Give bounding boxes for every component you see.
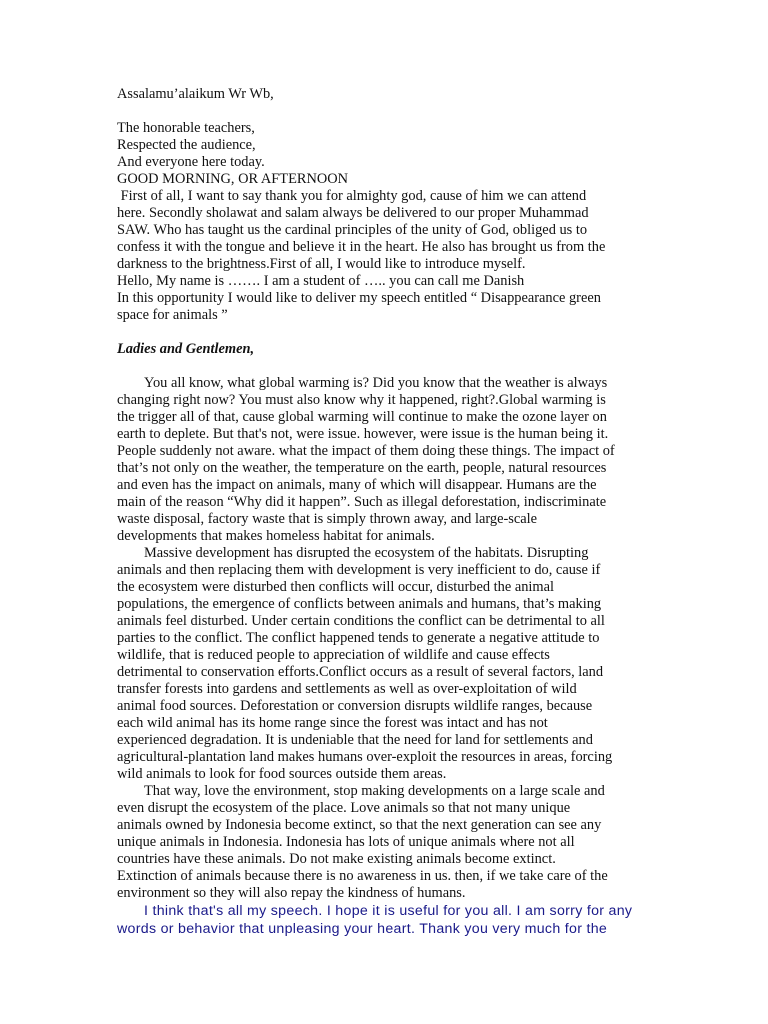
text-line: populations, the emergence of conflicts between animals and humans, that’s making: [117, 596, 602, 612]
text-line: In this opportunity I would like to deliver my speech entitled “ Disappearance green: [117, 290, 601, 306]
body-paragraph-3: [117, 783, 647, 902]
text-line: Extinction of animals because there is no awareness in us. then, if we take care of the: [117, 868, 608, 884]
text-line: animals owned by Indonesia become extinct, so that the next generation can see any: [117, 817, 602, 833]
text-line: each wild animal has its home range since the forest was intact and has not: [117, 715, 548, 731]
text-line: confess it with the tongue and believe it in the heart. He also has brought us from the: [117, 239, 606, 255]
text-line: unique animals in Indonesia. Indonesia has lots of unique animals where not all: [117, 834, 575, 850]
text-line: changing right now? You must also know why it happened, right?.Global warming is: [117, 392, 606, 408]
text-line: wildlife, that is reduced people to appreciation of wildlife and cause effects: [117, 647, 550, 663]
text-line: and even has the impact on animals, many of which will disappear. Humans are the: [117, 477, 597, 493]
address-line: And everyone here today.: [117, 154, 265, 170]
text-line: You all know, what global warming is? Did you know that the weather is always: [144, 375, 608, 391]
text-line: agricultural-plantation land makes humans over-exploit the resources in areas, forcing: [117, 749, 613, 765]
text-line: animals and then replacing them with development is very inefficient to do, cause if: [117, 562, 601, 578]
text-line: words or behavior that unpleasing your heart. Thank you very much for the: [117, 921, 608, 937]
text-line: earth to deplete. But that's not, were issue. however, were issue is the human being it.: [117, 426, 609, 442]
text-line: that’s not only on the weather, the temperature on the earth, people, natural resources: [117, 460, 607, 476]
body-paragraph-1: [117, 375, 647, 545]
text-line: developments that makes homeless habitat for animals.: [117, 528, 435, 544]
text-line: countries have these animals. Do not make existing animals become extinct.: [117, 851, 556, 867]
text-line: the trigger all of that, cause global warming will continue to make the ozone layer on: [117, 409, 607, 425]
text-line: the ecosystem were disturbed then conflicts will occur, disturbed the animal: [117, 579, 555, 595]
text-line: space for animals ”: [117, 307, 228, 323]
address-line: Respected the audience,: [117, 137, 256, 153]
text-line: even disrupt the ecosystem of the place. Love animals so that not many unique: [117, 800, 571, 816]
text-line: experienced degradation. It is undeniable that the need for land for settlements and: [117, 732, 593, 748]
text-line: wild animals to look for food sources outside them areas.: [117, 766, 447, 782]
address-line: GOOD MORNING, OR AFTERNOON: [117, 171, 349, 187]
text-line: First of all, I want to say thank you for almighty god, cause of him we can attend: [117, 188, 587, 204]
text-line: environment so they will also repay the kindness of humans.: [117, 885, 466, 901]
closing-paragraph: [117, 902, 647, 938]
text-line: I think that's all my speech. I hope it is useful for you all. I am sorry for any: [144, 903, 633, 919]
spacer: [117, 103, 647, 120]
address-block: [117, 120, 647, 188]
text-line: waste disposal, factory waste that is simply thrown away, and large-scale: [117, 511, 538, 527]
text-line: main of the reason “Why did it happen”. Such as illegal deforestation, indiscriminate: [117, 494, 607, 510]
text-line: animal food sources. Deforestation or conversion disrupts wildlife ranges, because: [117, 698, 593, 714]
text-line: animals feel disturbed. Under certain conditions the conflict can be detrimental to all: [117, 613, 605, 629]
text-line: People suddenly not aware. what the impact of them doing these things. The impact of: [117, 443, 615, 459]
section-heading: Ladies and Gentlemen,: [117, 341, 255, 357]
text-line: Massive development has disrupted the ecosystem of the habitats. Disrupting: [144, 545, 589, 561]
text-line: transfer forests into gardens and settlements as well as over-exploitation of wild: [117, 681, 577, 697]
text-line: That way, love the environment, stop making developments on a large scale and: [144, 783, 605, 799]
greeting: Assalamu’alaikum Wr Wb,: [117, 86, 274, 102]
text-line: Hello, My name is ……. I am a student of ….. you can call me Danish: [117, 273, 525, 289]
intro-paragraph: [117, 188, 647, 324]
body-paragraph-2: [117, 545, 647, 783]
speech-document: [117, 86, 647, 938]
text-line: detrimental to conservation efforts.Conflict occurs as a result of several factors, land: [117, 664, 604, 680]
text-line: here. Secondly sholawat and salam always be delivered to our proper Muhammad: [117, 205, 589, 221]
address-line: The honorable teachers,: [117, 120, 255, 136]
text-line: SAW. Who has taught us the cardinal principles of the unity of God, obliged us to: [117, 222, 588, 238]
text-line: parties to the conflict. The conflict happened tends to generate a negative attitude to: [117, 630, 600, 646]
text-line: darkness to the brightness.First of all, I would like to introduce myself.: [117, 256, 526, 272]
